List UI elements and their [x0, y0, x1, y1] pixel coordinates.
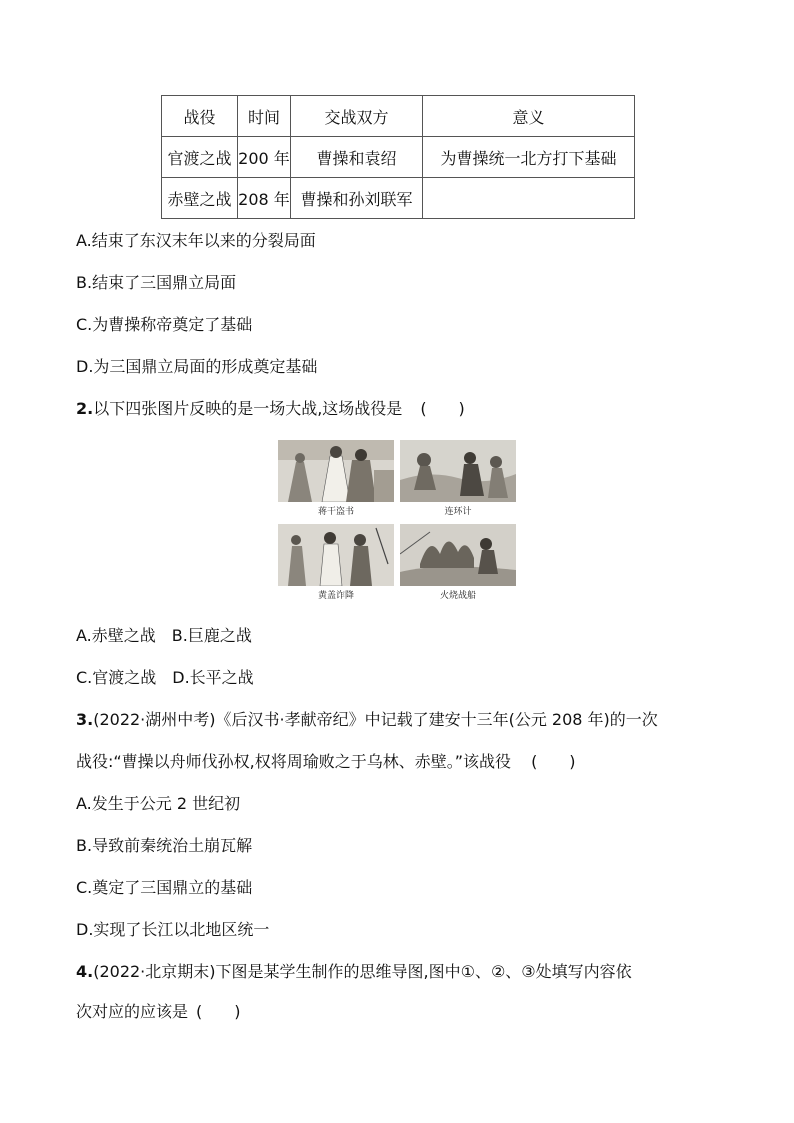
table-header-cell: 时间: [238, 96, 291, 137]
illustration-image: [278, 440, 394, 502]
q3-stem-line2: [76, 751, 576, 773]
table-cell: 200 年: [238, 137, 291, 178]
battle-illustrations: [278, 440, 516, 601]
table-row: [162, 178, 635, 219]
q4-stem-line1: [76, 961, 632, 983]
illustration-image: [278, 524, 394, 586]
table-cell: 曹操和袁绍: [291, 137, 423, 178]
question-number: 2.: [76, 399, 94, 418]
q2-options-row2: C.官渡之战 D.长平之战: [76, 668, 254, 687]
table-row: [162, 137, 635, 178]
table-cell: 赤壁之战: [162, 178, 238, 219]
table-header-cell: 战役: [162, 96, 238, 137]
answer-bracket: ( ): [420, 399, 465, 418]
illustration-caption: 连环计: [444, 507, 472, 517]
question-text: 《后汉书·孝献帝纪》中记载了建安十三年(公元 208 年)的一次: [215, 710, 658, 729]
q3-option-b: B.导致前秦统治土崩瓦解: [76, 836, 253, 855]
q4-stem-line2: [76, 1001, 241, 1023]
table-header-cell: 意义: [423, 96, 635, 137]
q3-stem-line1: [76, 709, 658, 731]
question-number: 4.: [76, 962, 94, 981]
question-source: (2022·湖州中考): [93, 710, 216, 729]
table-cell: 为曹操统一北方打下基础: [423, 137, 635, 178]
table-header-row: [162, 96, 635, 137]
illustration-caption: 蒋干盗书: [317, 507, 354, 517]
table-cell: [423, 178, 635, 219]
question-text: 战役:“曹操以舟师伐孙权,权将周瑜败之于乌林、赤壁。”该战役: [76, 752, 512, 771]
q3-option-d: D.实现了长江以北地区统一: [76, 920, 270, 939]
illustration-panel: [278, 440, 394, 502]
illustration-caption: 火烧战船: [439, 591, 476, 601]
table-cell: 曹操和孙刘联军: [291, 178, 423, 219]
illustration-panel: [278, 524, 394, 586]
q1-option-b: B.结束了三国鼎立局面: [76, 273, 237, 292]
q3-option-c: C.奠定了三国鼎立的基础: [76, 878, 253, 897]
battle-table: [161, 95, 635, 219]
question-text: 下图是某学生制作的思维导图,图中①、②、③处填写内容依: [215, 962, 632, 981]
answer-bracket: ( ): [196, 1002, 241, 1021]
illustration-panel: [400, 524, 516, 586]
q2-stem: [76, 398, 465, 420]
table-header-cell: 交战双方: [291, 96, 423, 137]
illustration-image: [400, 524, 516, 586]
question-text: 次对应的应该是: [76, 1002, 189, 1021]
question-text: 以下四张图片反映的是一场大战,这场战役是: [93, 399, 403, 418]
q1-option-a: A.结束了东汉末年以来的分裂局面: [76, 231, 316, 250]
question-number: 3.: [76, 710, 94, 729]
q2-options-row1: A.赤壁之战 B.巨鹿之战: [76, 626, 252, 645]
answer-bracket: ( ): [531, 752, 576, 771]
table-cell: 208 年: [238, 178, 291, 219]
q1-option-d: D.为三国鼎立局面的形成奠定基础: [76, 357, 318, 376]
q3-option-a: A.发生于公元 2 世纪初: [76, 794, 241, 813]
illustration-caption: 黄盖诈降: [317, 591, 354, 601]
q1-option-c: C.为曹操称帝奠定了基础: [76, 315, 253, 334]
illustration-image: [400, 440, 516, 502]
illustration-panel: [400, 440, 516, 502]
table-cell: 官渡之战: [162, 137, 238, 178]
question-source: (2022·北京期末): [93, 962, 216, 981]
